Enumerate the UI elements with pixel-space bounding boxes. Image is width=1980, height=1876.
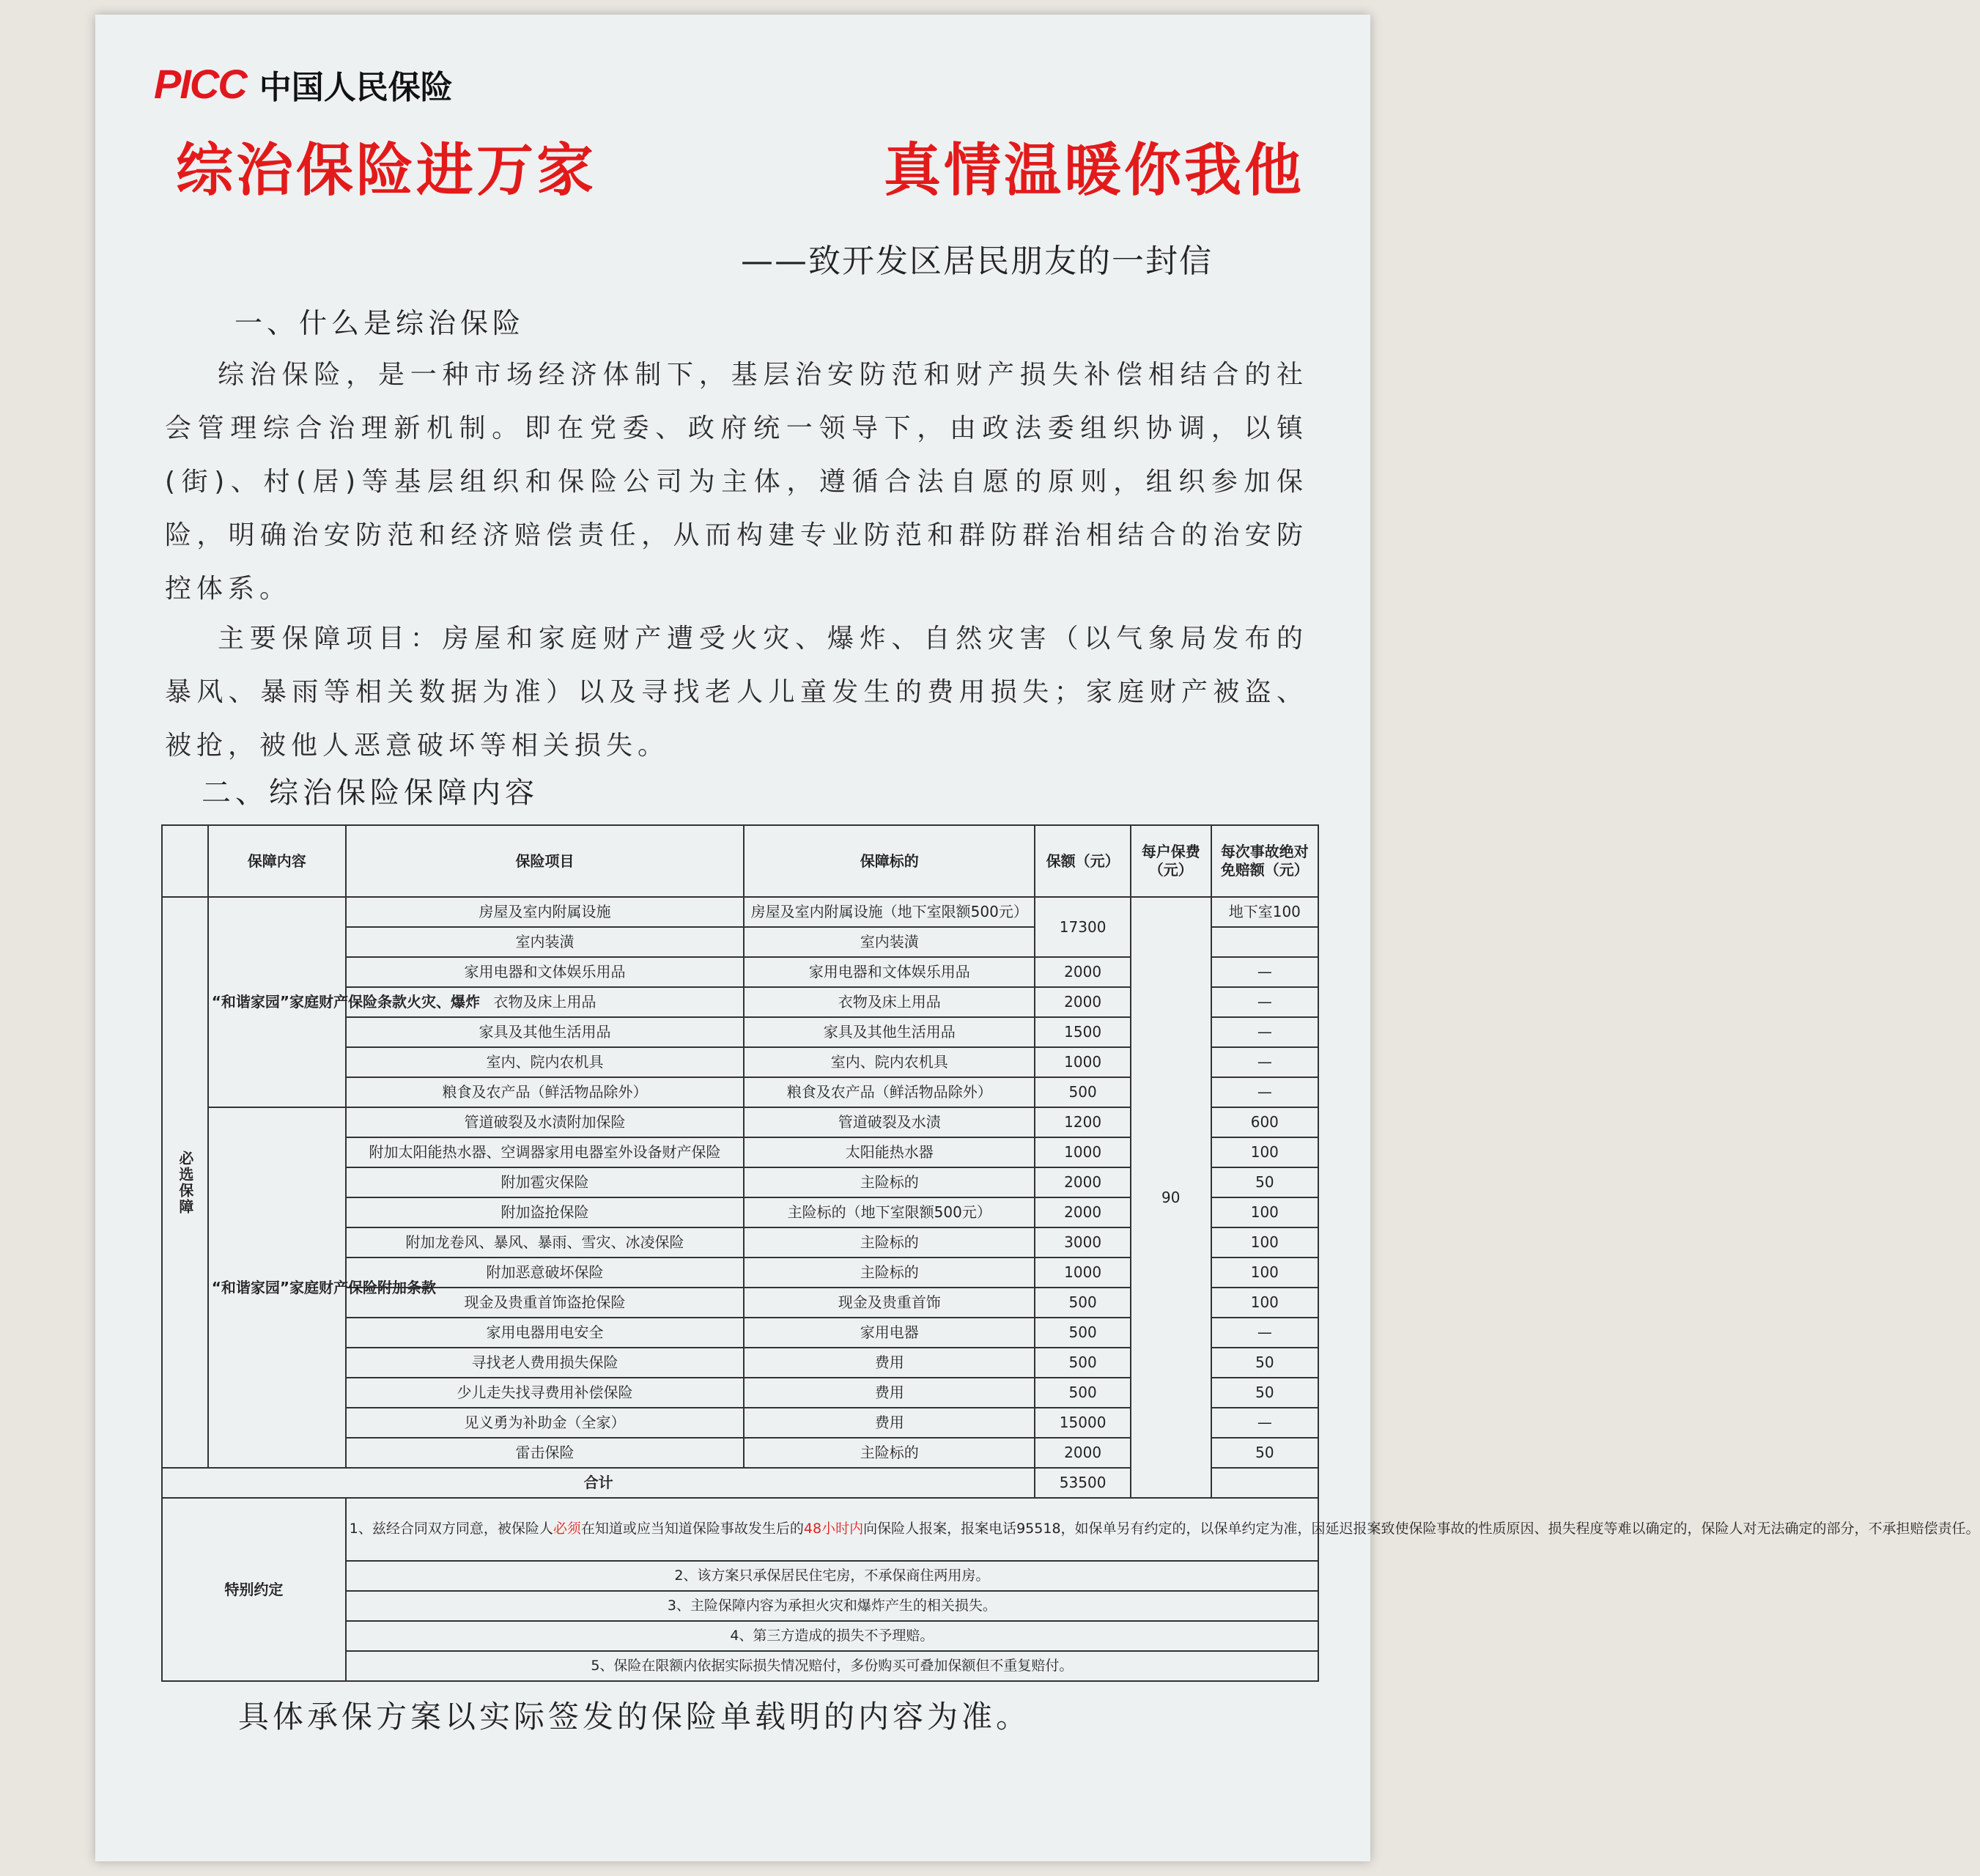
row-subject: 费用: [744, 1408, 1035, 1438]
premium-value: 90: [1131, 897, 1211, 1498]
row-deductible: 100: [1211, 1288, 1318, 1318]
term-1-text-b: 在知道或应当知道保险事故发生后的: [580, 1521, 804, 1537]
row-item: 衣物及床上用品: [346, 987, 744, 1017]
slogan-left: 综治保险进万家: [176, 138, 597, 204]
row-amount: 500: [1035, 1077, 1131, 1107]
row-item: 家具及其他生活用品: [346, 1017, 744, 1047]
term-1-highlight-48h: 48小时内: [803, 1521, 864, 1537]
term-1-text-c: 向保险人报案，报案电话95518，如保单另有约定的，以保单约定为准，因延迟报案致使保险事故的性质原因、损失程度等难以确定的，保险人对无法确定的部分，不承担赔偿责任。: [863, 1521, 1980, 1537]
section-1-paragraph-2: 主要保障项目：房屋和家庭财产遭受火灾、爆炸、自然灾害（以气象局发布的暴风、暴雨等相关数据为准）以及寻找老人儿童发生的费用损失；家庭财产被盗、被抢，被他人恶意破坏等相关损失。: [165, 624, 1308, 761]
row-item: 少儿走失找寻费用补偿保险: [346, 1378, 744, 1408]
special-terms-row: [162, 1498, 1318, 1561]
row-item: 房屋及室内附属设施: [346, 897, 744, 927]
row-amount: 15000: [1035, 1408, 1131, 1438]
row-amount: 2000: [1035, 1167, 1131, 1197]
company-name: 中国人民保险: [259, 68, 453, 106]
special-term-3: 3、主险保障内容为承担火灾和爆炸产生的相关损失。: [346, 1591, 1318, 1621]
row-amount: 2000: [1035, 1197, 1131, 1227]
total-label: 合计: [162, 1468, 1035, 1498]
row-item: 附加龙卷风、暴风、暴雨、雪灾、冰凌保险: [346, 1227, 744, 1258]
row-subject: 衣物及床上用品: [744, 987, 1035, 1017]
term-1-text-a: 1、兹经合同双方同意，被保险人: [349, 1521, 553, 1537]
row-deductible: 100: [1211, 1197, 1318, 1227]
row-item: 寻找老人费用损失保险: [346, 1348, 744, 1378]
row-subject: 主险标的: [744, 1167, 1035, 1197]
row-deductible: 50: [1211, 1438, 1318, 1468]
row-amount: 500: [1035, 1348, 1131, 1378]
header-amount: 保额（元）: [1035, 825, 1131, 897]
row-deductible: 50: [1211, 1348, 1318, 1378]
row-subject: 主险标的: [744, 1227, 1035, 1258]
logo-mark: PICC: [154, 61, 246, 107]
row-subject: 粮食及农产品（鲜活物品除外）: [744, 1077, 1035, 1107]
row-amount: 1000: [1035, 1137, 1131, 1167]
row-item: 附加雹灾保险: [346, 1167, 744, 1197]
header-content: 保障内容: [208, 825, 346, 897]
row-amount: 2000: [1035, 1438, 1131, 1468]
row-deductible: 地下室100: [1211, 897, 1318, 927]
row-amount: 2000: [1035, 987, 1131, 1017]
row-subject: 管道破裂及水渍: [744, 1107, 1035, 1137]
row-item: 附加太阳能热水器、空调器家用电器室外设备财产保险: [346, 1137, 744, 1167]
table-header-row: [162, 825, 1318, 897]
row-deductible: 100: [1211, 1137, 1318, 1167]
row-item: 家用电器和文体娱乐用品: [346, 957, 744, 987]
row-item: 雷击保险: [346, 1438, 744, 1468]
row-deductible: —: [1211, 957, 1318, 987]
row-amount: 1500: [1035, 1017, 1131, 1047]
closing-statement: 具体承保方案以实际签发的保险单载明的内容为准。: [238, 1699, 1031, 1735]
row-amount: 1000: [1035, 1258, 1131, 1288]
required-coverage-label: 必选保障: [162, 897, 208, 1468]
row-deductible: —: [1211, 1017, 1318, 1047]
group-1-label: “和谐家园”家庭财产保险条款火灾、爆炸: [208, 897, 346, 1107]
total-deductible-blank: [1211, 1468, 1318, 1498]
row-subject: 家用电器: [744, 1318, 1035, 1348]
row-item: 室内装潢: [346, 927, 744, 957]
row-subject: 费用: [744, 1348, 1035, 1378]
header-deductible: 每次事故绝对免赔额（元）: [1211, 825, 1318, 897]
row-item: 管道破裂及水渍附加保险: [346, 1107, 744, 1137]
row-item: 现金及贵重首饰盗抢保险: [346, 1288, 744, 1318]
row-amount: 1200: [1035, 1107, 1131, 1137]
header-item: 保险项目: [346, 825, 744, 897]
row-amount: 500: [1035, 1318, 1131, 1348]
term-1-highlight-must: 必须: [553, 1521, 581, 1537]
header-premium: 每户保费（元）: [1131, 825, 1211, 897]
row-item: 家用电器用电安全: [346, 1318, 744, 1348]
row-deductible: 100: [1211, 1258, 1318, 1288]
row-deductible: 50: [1211, 1167, 1318, 1197]
letter-page: [95, 15, 1980, 1861]
row-subject: 室内、院内农机具: [744, 1047, 1035, 1077]
letter-subtitle: ——致开发区居民朋友的一封信: [741, 243, 1213, 280]
row-subject: 主险标的: [744, 1438, 1035, 1468]
row-item: 粮食及农产品（鲜活物品除外）: [346, 1077, 744, 1107]
special-term-5: 5、保险在限额内依据实际损失情况赔付，多份购买可叠加保额但不重复赔付。: [346, 1651, 1318, 1681]
row-subject: 家用电器和文体娱乐用品: [744, 957, 1035, 987]
row-amount: 3000: [1035, 1227, 1131, 1258]
row-item: 室内、院内农机具: [346, 1047, 744, 1077]
slogan: [176, 125, 1304, 207]
row-amount: 500: [1035, 1378, 1131, 1408]
row-subject: 主险标的（地下室限额500元）: [744, 1197, 1035, 1227]
header-subject: 保障标的: [744, 825, 1035, 897]
row-deductible: —: [1211, 1408, 1318, 1438]
special-terms-label: 特别约定: [162, 1498, 346, 1681]
row-item: 见义勇为补助金（全家）: [346, 1408, 744, 1438]
row-deductible: [1211, 927, 1318, 957]
group-2-label: “和谐家园”家庭财产保险附加条款: [208, 1107, 346, 1468]
picc-logo: [154, 60, 453, 108]
section-1-paragraph-1: 综治保险，是一种市场经济体制下，基层治安防范和财产损失补偿相结合的社会管理综合治理新机制。即在党委、政府统一领导下，由政法委组织协调，以镇(街)、村(居)等基层组织和保险公司为主体，遵循合法自愿的原则，组织参加保险，明确治安防范和经济赔偿责任，从而构建专业防范和群防群治相结合的治安防控体系。: [165, 360, 1308, 604]
special-term-4: 4、第三方造成的损失不予理赔。: [346, 1621, 1318, 1651]
row-deductible: 600: [1211, 1107, 1318, 1137]
section-2-heading: 二、综治保险保障内容: [202, 776, 539, 810]
row-deductible: 100: [1211, 1227, 1318, 1258]
row-item: 附加恶意破坏保险: [346, 1258, 744, 1288]
row-subject: 室内装潢: [744, 927, 1035, 957]
row-subject: 费用: [744, 1378, 1035, 1408]
table-row: [162, 897, 1318, 927]
row-deductible: —: [1211, 1318, 1318, 1348]
row-deductible: —: [1211, 1047, 1318, 1077]
special-term-1: [346, 1498, 1980, 1561]
row-amount: 500: [1035, 1288, 1131, 1318]
row-subject: 主险标的: [744, 1258, 1035, 1288]
row-deductible: —: [1211, 987, 1318, 1017]
coverage-table: [161, 824, 1980, 1682]
row-deductible: —: [1211, 1077, 1318, 1107]
row-subject: 房屋及室内附属设施（地下室限额500元）: [744, 897, 1035, 927]
row-deductible: 50: [1211, 1378, 1318, 1408]
row-amount: 1000: [1035, 1047, 1131, 1077]
slogan-right: 真情温暖你我他: [883, 138, 1304, 204]
special-term-2: 2、该方案只承保居民住宅房，不承保商住两用房。: [346, 1561, 1318, 1591]
row-subject: 现金及贵重首饰: [744, 1288, 1035, 1318]
row-subject: 家具及其他生活用品: [744, 1017, 1035, 1047]
row-item: 附加盗抢保险: [346, 1197, 744, 1227]
row-amount: 2000: [1035, 957, 1131, 987]
total-amount: 53500: [1035, 1468, 1131, 1498]
header-blank: [162, 825, 208, 897]
row-subject: 太阳能热水器: [744, 1137, 1035, 1167]
section-1-heading: 一、什么是综治保险: [234, 307, 525, 339]
row-amount: 17300: [1035, 897, 1131, 957]
